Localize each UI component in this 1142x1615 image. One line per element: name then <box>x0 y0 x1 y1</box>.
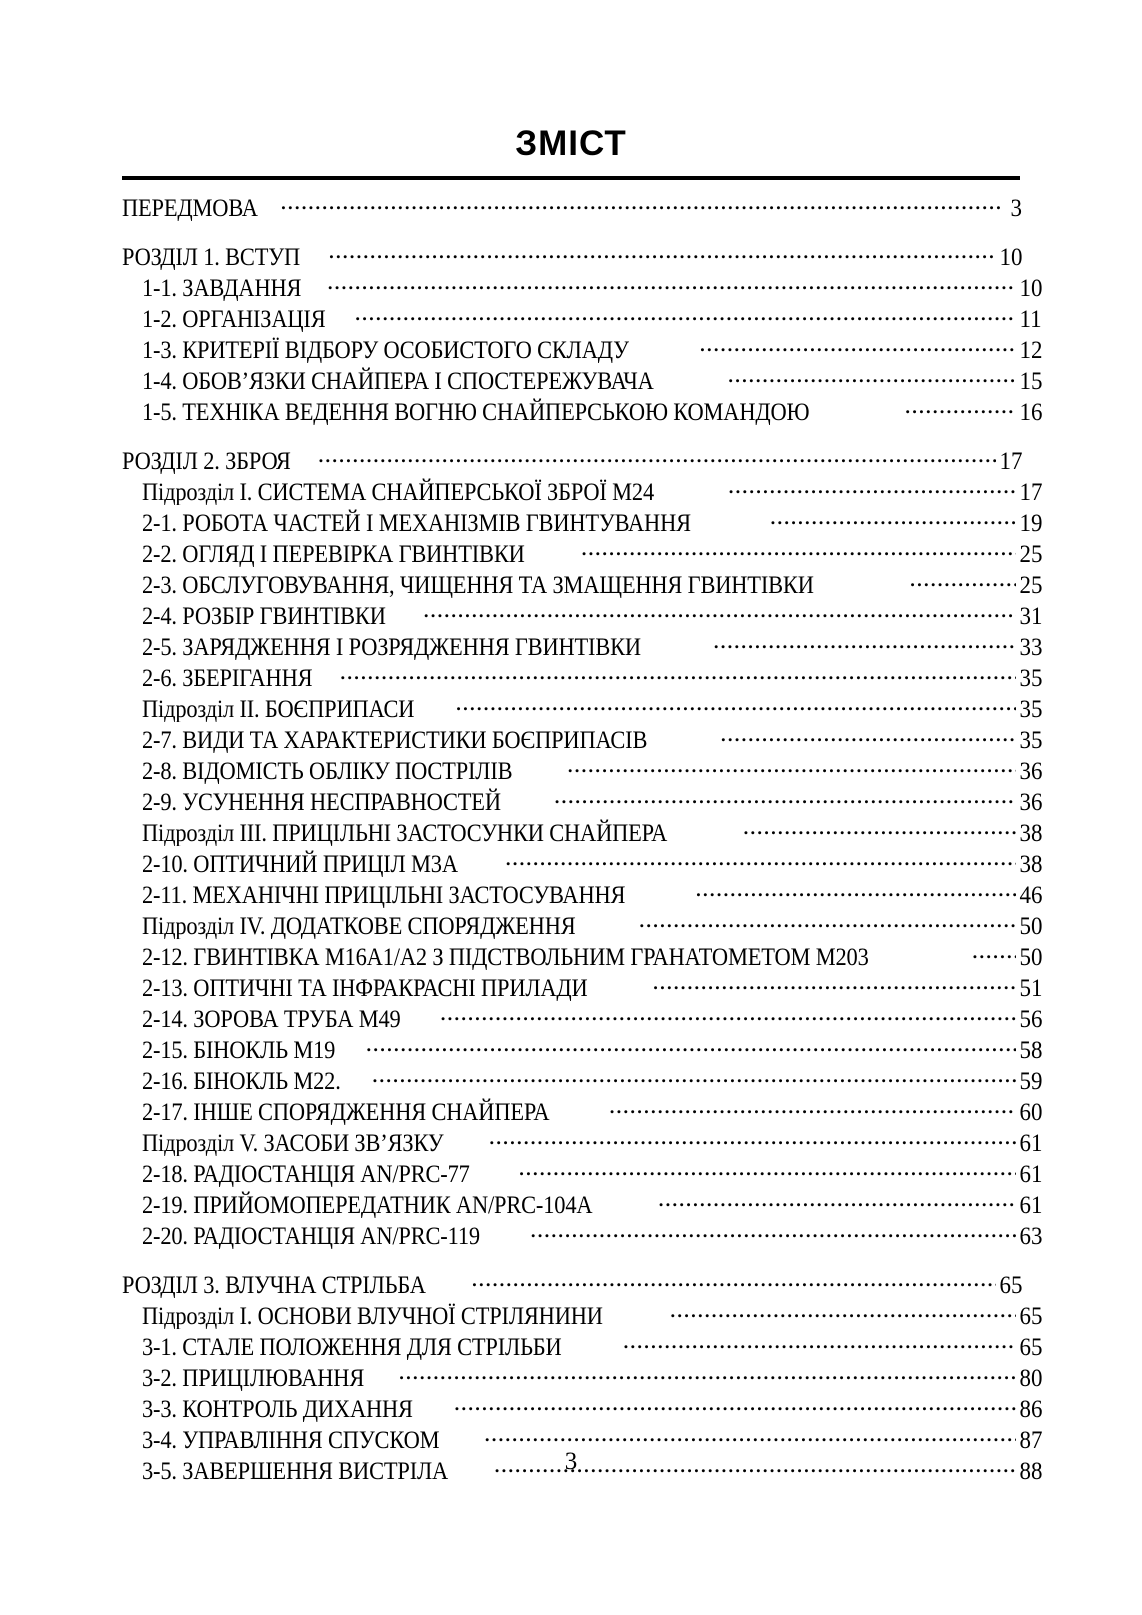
toc-dot-leader <box>623 1329 1016 1355</box>
toc-entry[interactable] <box>122 970 1042 1001</box>
toc-dot-leader <box>505 846 1016 872</box>
toc-entry-label: Підрозділ III. ПРИЦІЛЬНІ ЗАСТОСУНКИ СНАЙПЕРА <box>142 817 668 846</box>
toc-dot-leader <box>639 908 1016 934</box>
toc-dot-leader <box>398 1360 1015 1386</box>
toc-entry-page-number: 59 <box>1019 1065 1042 1094</box>
toc-entry-label: Підрозділ IV. ДОДАТКОВЕ СПОРЯДЖЕННЯ <box>142 910 576 939</box>
toc-entry-label: 2-5. ЗАРЯДЖЕННЯ І РОЗРЯДЖЕННЯ ГВИНТІВКИ <box>142 631 641 660</box>
toc-entry-page-number: 10 <box>999 241 1022 270</box>
toc-entry-label: 2-11. МЕХАНІЧНІ ПРИЦІЛЬНІ ЗАСТОСУВАННЯ <box>142 879 626 908</box>
toc-entry[interactable] <box>122 567 1042 598</box>
toc-dot-leader <box>554 784 1016 810</box>
toc-dot-leader <box>670 1298 1016 1324</box>
toc-entry[interactable] <box>122 629 1042 660</box>
toc-entry-label: 2-13. ОПТИЧНІ ТА ІНФРАКРАСНІ ПРИЛАДИ <box>142 972 588 1001</box>
toc-entry-page-number: 35 <box>1019 662 1042 691</box>
toc-entry-label: РОЗДІЛ 2. ЗБРОЯ <box>122 445 291 474</box>
toc-entry-page-number: 65 <box>1019 1331 1042 1360</box>
toc-entry-page-number: 56 <box>1019 1003 1042 1032</box>
toc-dot-leader <box>455 691 1015 717</box>
toc-entry[interactable] <box>122 939 1042 970</box>
toc-entry-label: 1-5. ТЕХНІКА ВЕДЕННЯ ВОГНЮ СНАЙПЕРСЬКОЮ КОМАНДОЮ <box>142 396 810 425</box>
table-of-contents <box>122 190 1042 1484</box>
toc-dot-leader <box>328 239 995 265</box>
toc-entry-label: 1-3. КРИТЕРІЇ ВІДБОРУ ОСОБИСТОГО СКЛАДУ <box>142 334 629 363</box>
toc-dot-leader <box>327 270 1015 296</box>
toc-entry-page-number: 15 <box>1019 365 1042 394</box>
toc-entry-label: 3-1. СТАЛЕ ПОЛОЖЕННЯ ДЛЯ СТРІЛЬБИ <box>142 1331 562 1360</box>
toc-dot-leader <box>652 970 1015 996</box>
toc-dot-leader <box>440 1001 1016 1027</box>
toc-dot-leader <box>372 1063 1016 1089</box>
toc-dot-leader <box>567 753 1016 779</box>
toc-dot-leader <box>713 629 1016 655</box>
toc-entry[interactable] <box>122 1094 1042 1125</box>
toc-entry[interactable] <box>122 474 1042 505</box>
footer-page-number: 3 <box>564 1448 578 1475</box>
toc-dot-leader <box>581 536 1016 562</box>
toc-entry[interactable] <box>122 394 1042 425</box>
toc-entry-page-number: 11 <box>1019 303 1042 332</box>
toc-entry-page-number: 50 <box>1019 910 1042 939</box>
toc-entry-page-number: 35 <box>1019 693 1042 722</box>
toc-entry-label: РОЗДІЛ 1. ВСТУП <box>122 241 300 270</box>
toc-entry-page-number: 65 <box>1019 1300 1042 1329</box>
toc-entry[interactable] <box>122 536 1042 567</box>
toc-dot-leader <box>318 443 996 469</box>
toc-entry-label: 2-17. ІНШЕ СПОРЯДЖЕННЯ СНАЙПЕРА <box>142 1096 550 1125</box>
toc-entry[interactable] <box>122 877 1042 908</box>
toc-entry[interactable] <box>122 443 1022 474</box>
toc-entry[interactable] <box>122 270 1042 301</box>
toc-entry[interactable] <box>122 691 1042 722</box>
toc-entry-page-number: 60 <box>1019 1096 1042 1125</box>
toc-entry[interactable] <box>122 1360 1042 1391</box>
toc-entry-page-number: 35 <box>1019 724 1042 753</box>
toc-entry-label: 3-5. ЗАВЕРШЕННЯ ВИСТРІЛА <box>142 1455 449 1484</box>
toc-entry[interactable] <box>122 908 1042 939</box>
toc-entry-label: 2-16. БІНОКЛЬ М22. <box>142 1065 341 1094</box>
toc-entry-page-number: 33 <box>1019 631 1042 660</box>
toc-entry[interactable] <box>122 1391 1042 1422</box>
toc-entry-label: 3-4. УПРАВЛІННЯ СПУСКОМ <box>142 1424 440 1453</box>
toc-entry-label: ПЕРЕДМОВА <box>122 192 258 221</box>
toc-entry-label: 2-1. РОБОТА ЧАСТЕЙ І МЕХАНІЗМІВ ГВИНТУВАННЯ <box>142 507 691 536</box>
toc-entry-page-number: 31 <box>1019 600 1042 629</box>
toc-entry-label: 2-12. ГВИНТІВКА М16А1/А2 З ПІДСТВОЛЬНИМ ГРАНАТОМЕТОМ М203 <box>142 941 869 970</box>
toc-entry-page-number: 88 <box>1019 1455 1042 1484</box>
toc-dot-leader <box>423 598 1016 624</box>
toc-entry-page-number: 86 <box>1019 1393 1042 1422</box>
toc-entry-label: 2-2. ОГЛЯД І ПЕРЕВІРКА ГВИНТІВКИ <box>142 538 525 567</box>
toc-entry-page-number: 65 <box>999 1269 1022 1298</box>
toc-entry-page-number: 58 <box>1019 1034 1042 1063</box>
toc-entry[interactable] <box>122 722 1042 753</box>
toc-dot-leader <box>695 877 1015 903</box>
title-divider <box>122 176 1020 180</box>
toc-dot-leader <box>720 722 1015 748</box>
toc-entry-page-number: 25 <box>1019 569 1042 598</box>
toc-dot-leader <box>743 815 1016 841</box>
toc-dot-leader <box>454 1391 1016 1417</box>
toc-entry[interactable] <box>122 1329 1042 1360</box>
toc-entry-page-number: 19 <box>1019 507 1042 536</box>
toc-entry-page-number: 87 <box>1019 1424 1042 1453</box>
toc-entry-page-number: 12 <box>1019 334 1042 363</box>
toc-entry-page-number: 80 <box>1019 1362 1042 1391</box>
toc-entry-label: 2-20. РАДІОСТАНЦІЯ AN/PRC-119 <box>142 1220 480 1249</box>
toc-entry-page-number: 36 <box>1019 786 1042 815</box>
toc-entry-label: Підрозділ I. СИСТЕМА СНАЙПЕРСЬКОЇ ЗБРОЇ М24 <box>142 476 655 505</box>
toc-entry-label: 2-14. ЗОРОВА ТРУБА М49 <box>142 1003 401 1032</box>
toc-entry-label: 2-8. ВІДОМІСТЬ ОБЛІКУ ПОСТРІЛІВ <box>142 755 513 784</box>
toc-entry-label: 3-3. КОНТРОЛЬ ДИХАННЯ <box>142 1393 413 1422</box>
toc-entry-label: 2-3. ОБСЛУГОВУВАННЯ, ЧИЩЕННЯ ТА ЗМАЩЕННЯ ГВИНТІВКИ <box>142 569 814 598</box>
toc-entry-page-number: 17 <box>999 445 1022 474</box>
toc-entry-page-number: 61 <box>1019 1189 1042 1218</box>
toc-entry-page-number: 10 <box>1019 272 1042 301</box>
toc-entry-page-number: 51 <box>1019 972 1042 1001</box>
toc-entry-label: 1-2. ОРГАНІЗАЦІЯ <box>142 303 326 332</box>
toc-entry-label: 2-15. БІНОКЛЬ М19 <box>142 1034 336 1063</box>
toc-dot-leader <box>355 301 1017 327</box>
toc-entry-page-number: 46 <box>1019 879 1042 908</box>
toc-dot-leader <box>770 505 1016 531</box>
toc-entry-label: Підрозділ I. ОСНОВИ ВЛУЧНОЇ СТРІЛЯНИНИ <box>142 1300 603 1329</box>
toc-dot-leader <box>518 1156 1015 1182</box>
toc-entry[interactable] <box>122 784 1042 815</box>
toc-dot-leader <box>658 1187 1016 1213</box>
toc-entry[interactable] <box>122 1032 1042 1063</box>
toc-entry-page-number: 63 <box>1019 1220 1042 1249</box>
toc-entry-label: РОЗДІЛ 3. ВЛУЧНА СТРІЛЬБА <box>122 1269 426 1298</box>
toc-entry[interactable] <box>122 301 1042 332</box>
toc-entry[interactable] <box>122 660 1042 691</box>
toc-dot-leader <box>280 190 1001 216</box>
toc-entry-label: 2-6. ЗБЕРІГАННЯ <box>142 662 313 691</box>
toc-entry-page-number: 38 <box>1019 817 1042 846</box>
toc-dot-leader <box>530 1218 1016 1244</box>
toc-entry-label: 2-10. ОПТИЧНИЙ ПРИЦІЛ М3А <box>142 848 458 877</box>
toc-entry-page-number: 16 <box>1019 396 1042 425</box>
toc-dot-leader <box>609 1094 1016 1120</box>
toc-entry-label: Підрозділ V. ЗАСОБИ ЗВ’ЯЗКУ <box>142 1127 444 1156</box>
toc-entry-label: 2-19. ПРИЙОМОПЕРЕДАТНИК AN/PRC-104A <box>142 1189 593 1218</box>
page-title: ЗМІСТ <box>515 124 627 163</box>
toc-entry-page-number: 50 <box>1019 941 1042 970</box>
toc-dot-leader <box>728 474 1016 500</box>
toc-dot-leader <box>972 939 1016 965</box>
toc-entry-label: 2-9. УСУНЕННЯ НЕСПРАВНОСТЕЙ <box>142 786 501 815</box>
toc-entry[interactable] <box>122 363 1042 394</box>
toc-entry-page-number: 25 <box>1019 538 1042 567</box>
toc-entry[interactable] <box>122 1218 1042 1249</box>
toc-entry[interactable] <box>122 1001 1042 1032</box>
toc-entry[interactable] <box>122 1267 1022 1298</box>
toc-entry-label: 2-7. ВИДИ ТА ХАРАКТЕРИСТИКИ БОЄПРИПАСІВ <box>142 724 648 753</box>
toc-entry-label: 2-18. РАДІОСТАНЦІЯ AN/PRC-77 <box>142 1158 470 1187</box>
toc-entry[interactable] <box>122 1298 1042 1329</box>
toc-dot-leader <box>484 1422 1016 1448</box>
toc-entry-label: Підрозділ II. БОЄПРИПАСИ <box>142 693 415 722</box>
toc-entry-page-number: 61 <box>1019 1158 1042 1187</box>
toc-entry-page-number: 3 <box>1010 192 1022 221</box>
toc-dot-leader <box>909 567 1015 593</box>
toc-entry[interactable] <box>122 846 1042 877</box>
toc-entry-label: 1-1. ЗАВДАННЯ <box>142 272 302 301</box>
toc-entry[interactable] <box>122 1063 1042 1094</box>
toc-entry[interactable] <box>122 815 1042 846</box>
toc-entry[interactable] <box>122 190 1022 221</box>
toc-entry-label: 1-4. ОБОВ’ЯЗКИ СНАЙПЕРА І СПОСТЕРЕЖУВАЧА <box>142 365 654 394</box>
toc-dot-leader <box>904 394 1015 420</box>
toc-entry-page-number: 36 <box>1019 755 1042 784</box>
toc-entry[interactable] <box>122 598 1042 629</box>
toc-entry-page-number: 61 <box>1019 1127 1042 1156</box>
toc-dot-leader <box>489 1125 1016 1151</box>
toc-entry[interactable] <box>122 1187 1042 1218</box>
toc-entry[interactable] <box>122 1125 1042 1156</box>
toc-entry[interactable] <box>122 753 1042 784</box>
toc-dot-leader <box>366 1032 1016 1058</box>
toc-entry-label: 3-2. ПРИЦІЛЮВАННЯ <box>142 1362 365 1391</box>
toc-dot-leader <box>471 1267 995 1293</box>
toc-entry[interactable] <box>122 239 1022 270</box>
toc-dot-leader <box>340 660 1016 686</box>
toc-dot-leader <box>699 332 1015 358</box>
toc-entry-page-number: 17 <box>1019 476 1042 505</box>
toc-entry[interactable] <box>122 332 1042 363</box>
toc-entry-page-number: 38 <box>1019 848 1042 877</box>
toc-dot-leader <box>728 363 1016 389</box>
toc-entry[interactable] <box>122 505 1042 536</box>
toc-entry-label: 2-4. РОЗБІР ГВИНТІВКИ <box>142 600 386 629</box>
toc-entry[interactable] <box>122 1156 1042 1187</box>
